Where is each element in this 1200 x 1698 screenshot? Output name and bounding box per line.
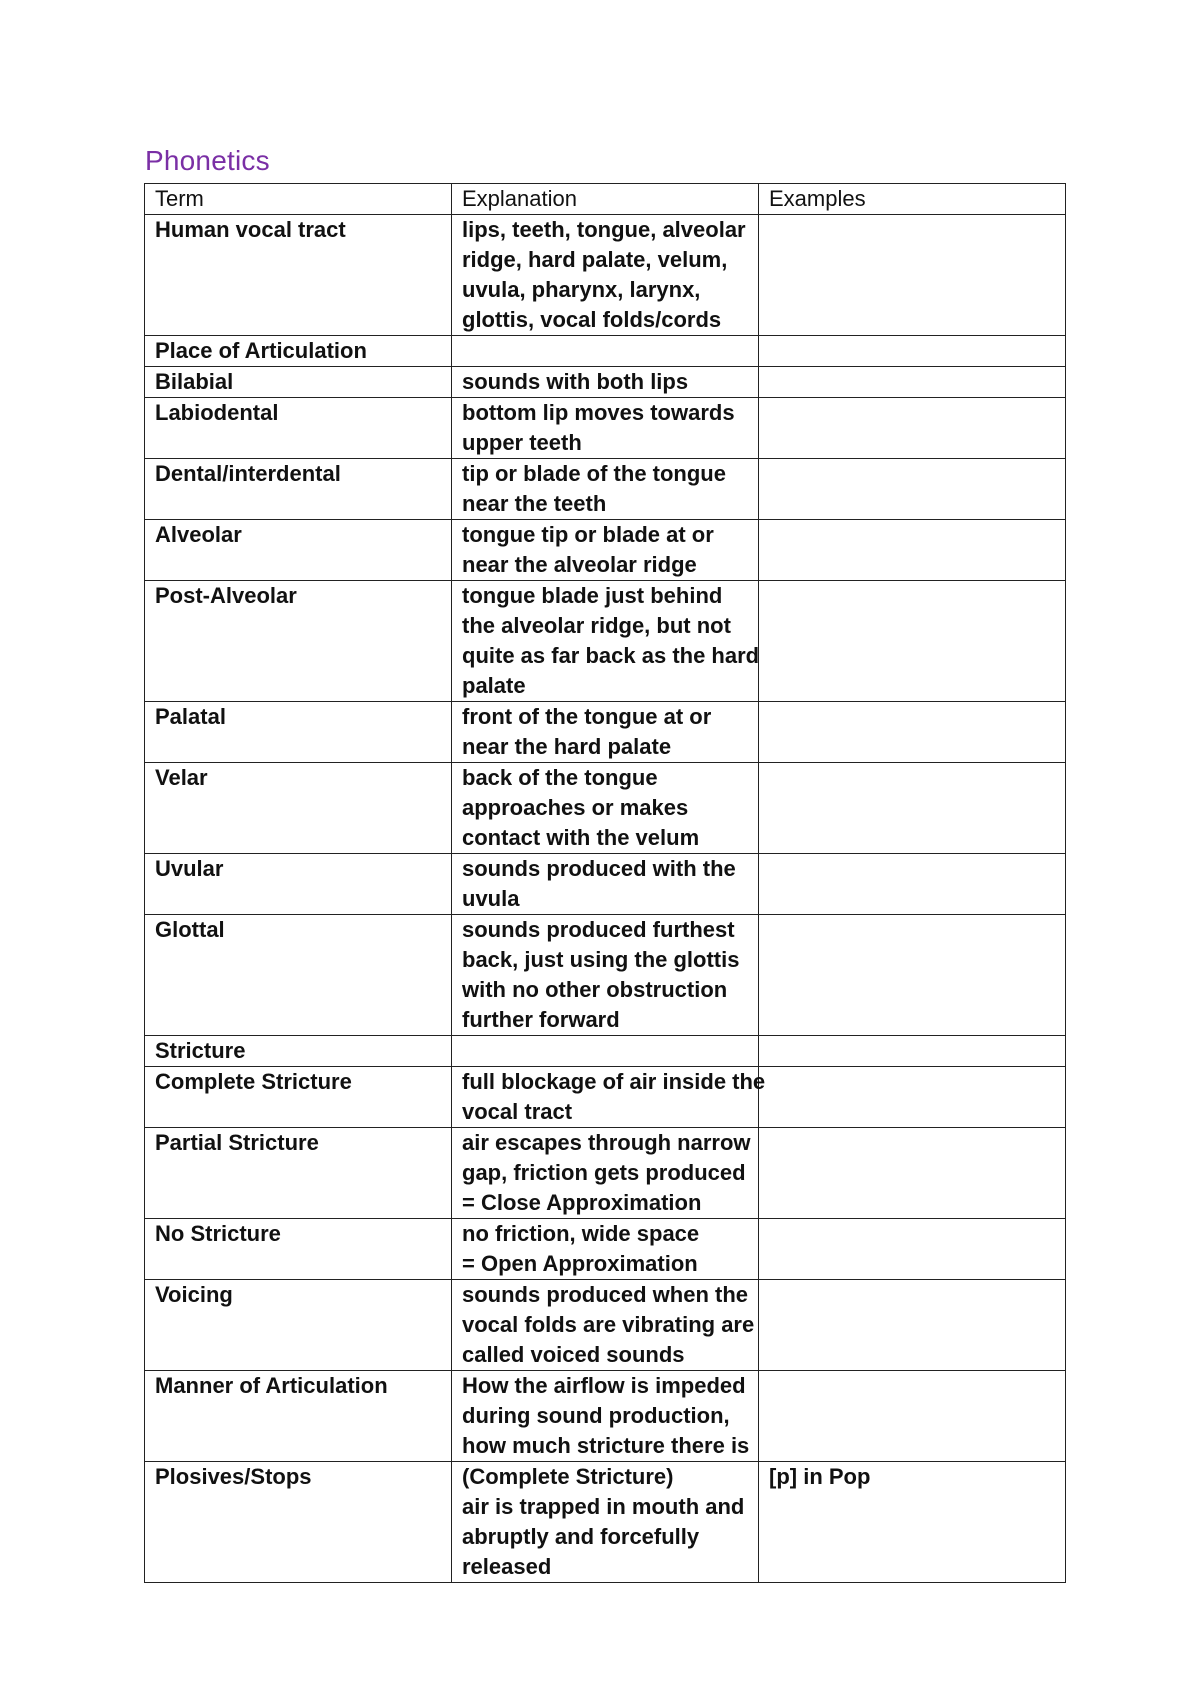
header-examples: Examples	[759, 184, 1066, 215]
term-text: Place of Articulation	[155, 338, 367, 363]
explanation-line: glottis, vocal folds/cords	[462, 307, 722, 332]
table-row	[145, 398, 1066, 459]
explanation-line: with no other obstruction	[462, 977, 728, 1002]
explanation-line: tongue blade just behind	[462, 583, 723, 608]
examples-cell	[759, 367, 1066, 398]
examples-cell	[759, 1128, 1066, 1219]
term-text: Labiodental	[155, 400, 279, 425]
table-row	[145, 520, 1066, 581]
table-row	[145, 702, 1066, 763]
explanation-line: bottom lip moves towards	[462, 400, 735, 425]
term-cell	[145, 1280, 452, 1371]
term-text: Bilabial	[155, 369, 234, 394]
term-text: Velar	[155, 765, 208, 790]
table-row	[145, 1462, 1066, 1583]
examples-cell	[759, 1219, 1066, 1280]
explanation-line: uvula	[462, 886, 520, 911]
term-text: Manner of Articulation	[155, 1373, 388, 1398]
term-cell	[145, 1128, 452, 1219]
term-cell	[145, 915, 452, 1036]
explanation-cell	[452, 215, 759, 336]
term-text: Glottal	[155, 917, 225, 942]
term-cell	[145, 702, 452, 763]
explanation-line: = Close Approximation	[462, 1190, 702, 1215]
table-row	[145, 915, 1066, 1036]
header-term: Term	[145, 184, 452, 215]
explanation-line: air escapes through narrow	[462, 1130, 751, 1155]
explanation-line: near the alveolar ridge	[462, 552, 697, 577]
explanation-cell	[452, 398, 759, 459]
explanation-cell	[452, 1462, 759, 1583]
term-cell	[145, 1067, 452, 1128]
explanation-cell	[452, 581, 759, 702]
explanation-cell	[452, 520, 759, 581]
explanation-line: how much stricture there is	[462, 1433, 750, 1458]
examples-cell	[759, 1067, 1066, 1128]
explanation-line: abruptly and forcefully	[462, 1524, 700, 1549]
term-text: Voicing	[155, 1282, 233, 1307]
explanation-line: palate	[462, 673, 526, 698]
term-cell	[145, 763, 452, 854]
term-cell	[145, 581, 452, 702]
table-row	[145, 1128, 1066, 1219]
table-row	[145, 367, 1066, 398]
explanation-line: (Complete Stricture)	[462, 1464, 674, 1489]
explanation-line: tongue tip or blade at or	[462, 522, 714, 547]
term-text: Post-Alveolar	[155, 583, 297, 608]
explanation-line: further forward	[462, 1007, 620, 1032]
examples-cell	[759, 459, 1066, 520]
explanation-line: sounds produced when the	[462, 1282, 749, 1307]
table-row	[145, 1219, 1066, 1280]
explanation-cell	[452, 1219, 759, 1280]
term-text: Human vocal tract	[155, 217, 346, 242]
explanation-cell	[452, 1036, 759, 1067]
explanation-line: no friction, wide space	[462, 1221, 700, 1246]
explanation-line: contact with the velum	[462, 825, 700, 850]
explanation-line: called voiced sounds	[462, 1342, 685, 1367]
term-text: Partial Stricture	[155, 1130, 319, 1155]
table-row	[145, 1067, 1066, 1128]
explanation-line: gap, friction gets produced	[462, 1160, 746, 1185]
term-cell	[145, 1036, 452, 1067]
term-text: Palatal	[155, 704, 226, 729]
explanation-line: during sound production,	[462, 1403, 730, 1428]
explanation-cell	[452, 367, 759, 398]
examples-cell	[759, 915, 1066, 1036]
explanation-line: near the teeth	[462, 491, 607, 516]
explanation-line: ridge, hard palate, velum,	[462, 247, 728, 272]
term-text: Stricture	[155, 1038, 246, 1063]
examples-cell	[759, 854, 1066, 915]
explanation-cell	[452, 1067, 766, 1128]
explanation-line: How the airflow is impeded	[462, 1373, 746, 1398]
term-cell	[145, 215, 452, 336]
explanation-line: released	[462, 1554, 552, 1579]
explanation-cell	[452, 1128, 759, 1219]
explanation-line: approaches or makes	[462, 795, 689, 820]
examples-cell	[759, 1280, 1066, 1371]
explanation-line: back, just using the glottis	[462, 947, 740, 972]
table-row	[145, 854, 1066, 915]
explanation-line: = Open Approximation	[462, 1251, 698, 1276]
term-cell	[145, 459, 452, 520]
examples-cell	[759, 702, 1066, 763]
term-cell	[145, 854, 452, 915]
explanation-line: uvula, pharynx, larynx,	[462, 277, 701, 302]
explanation-line: upper teeth	[462, 430, 582, 455]
examples-cell	[759, 763, 1066, 854]
explanation-cell	[452, 763, 759, 854]
explanation-cell	[452, 1371, 759, 1462]
table-header	[145, 184, 1066, 215]
header-explanation: Explanation	[452, 184, 759, 215]
explanation-line: lips, teeth, tongue, alveolar	[462, 217, 746, 242]
term-text: Alveolar	[155, 522, 242, 547]
explanation-cell	[452, 915, 759, 1036]
term-text: No Stricture	[155, 1221, 281, 1246]
term-text: Complete Stricture	[155, 1069, 352, 1094]
term-text: Dental/interdental	[155, 461, 341, 486]
explanation-line: front of the tongue at or	[462, 704, 712, 729]
examples-cell	[759, 398, 1066, 459]
table-row	[145, 1036, 1066, 1067]
term-text: Uvular	[155, 856, 224, 881]
examples-cell	[759, 520, 1066, 581]
term-cell	[145, 1371, 452, 1462]
explanation-cell	[452, 459, 759, 520]
explanation-line: quite as far back as the hard	[462, 643, 760, 668]
explanation-cell	[452, 336, 759, 367]
explanation-line: tip or blade of the tongue	[462, 461, 726, 486]
term-cell	[145, 398, 452, 459]
explanation-cell	[452, 1280, 759, 1371]
explanation-line: sounds with both lips	[462, 369, 689, 394]
term-text: Plosives/Stops	[155, 1464, 312, 1489]
explanation-cell	[452, 854, 759, 915]
examples-cell	[759, 336, 1066, 367]
explanation-line: air is trapped in mouth and	[462, 1494, 745, 1519]
table-row	[145, 763, 1066, 854]
term-cell	[145, 367, 452, 398]
table-row	[145, 215, 1066, 336]
examples-cell	[759, 581, 1066, 702]
example-line: [p] in Pop	[769, 1464, 871, 1489]
table-body	[145, 215, 1066, 1583]
examples-cell	[759, 1036, 1066, 1067]
explanation-line: back of the tongue	[462, 765, 658, 790]
explanation-line: full blockage of air inside the	[462, 1069, 766, 1094]
table-row	[145, 1280, 1066, 1371]
table-row	[145, 459, 1066, 520]
explanation-line: vocal folds are vibrating are	[462, 1312, 755, 1337]
explanation-line: near the hard palate	[462, 734, 672, 759]
table-row	[145, 1371, 1066, 1462]
phonetics-table	[144, 183, 1066, 1583]
table-row	[145, 581, 1066, 702]
explanation-cell	[452, 702, 759, 763]
page-title: Phonetics	[145, 145, 270, 176]
explanation-line: sounds produced with the	[462, 856, 736, 881]
examples-cell	[759, 1462, 1066, 1583]
explanation-line: vocal tract	[462, 1099, 573, 1124]
explanation-line: the alveolar ridge, but not	[462, 613, 731, 638]
examples-cell	[759, 1371, 1066, 1462]
term-cell	[145, 336, 452, 367]
term-cell	[145, 1219, 452, 1280]
term-cell	[145, 1462, 452, 1583]
header-row	[145, 184, 1066, 215]
term-cell	[145, 520, 452, 581]
explanation-line: sounds produced furthest	[462, 917, 735, 942]
examples-cell	[759, 215, 1066, 336]
table-row	[145, 336, 1066, 367]
